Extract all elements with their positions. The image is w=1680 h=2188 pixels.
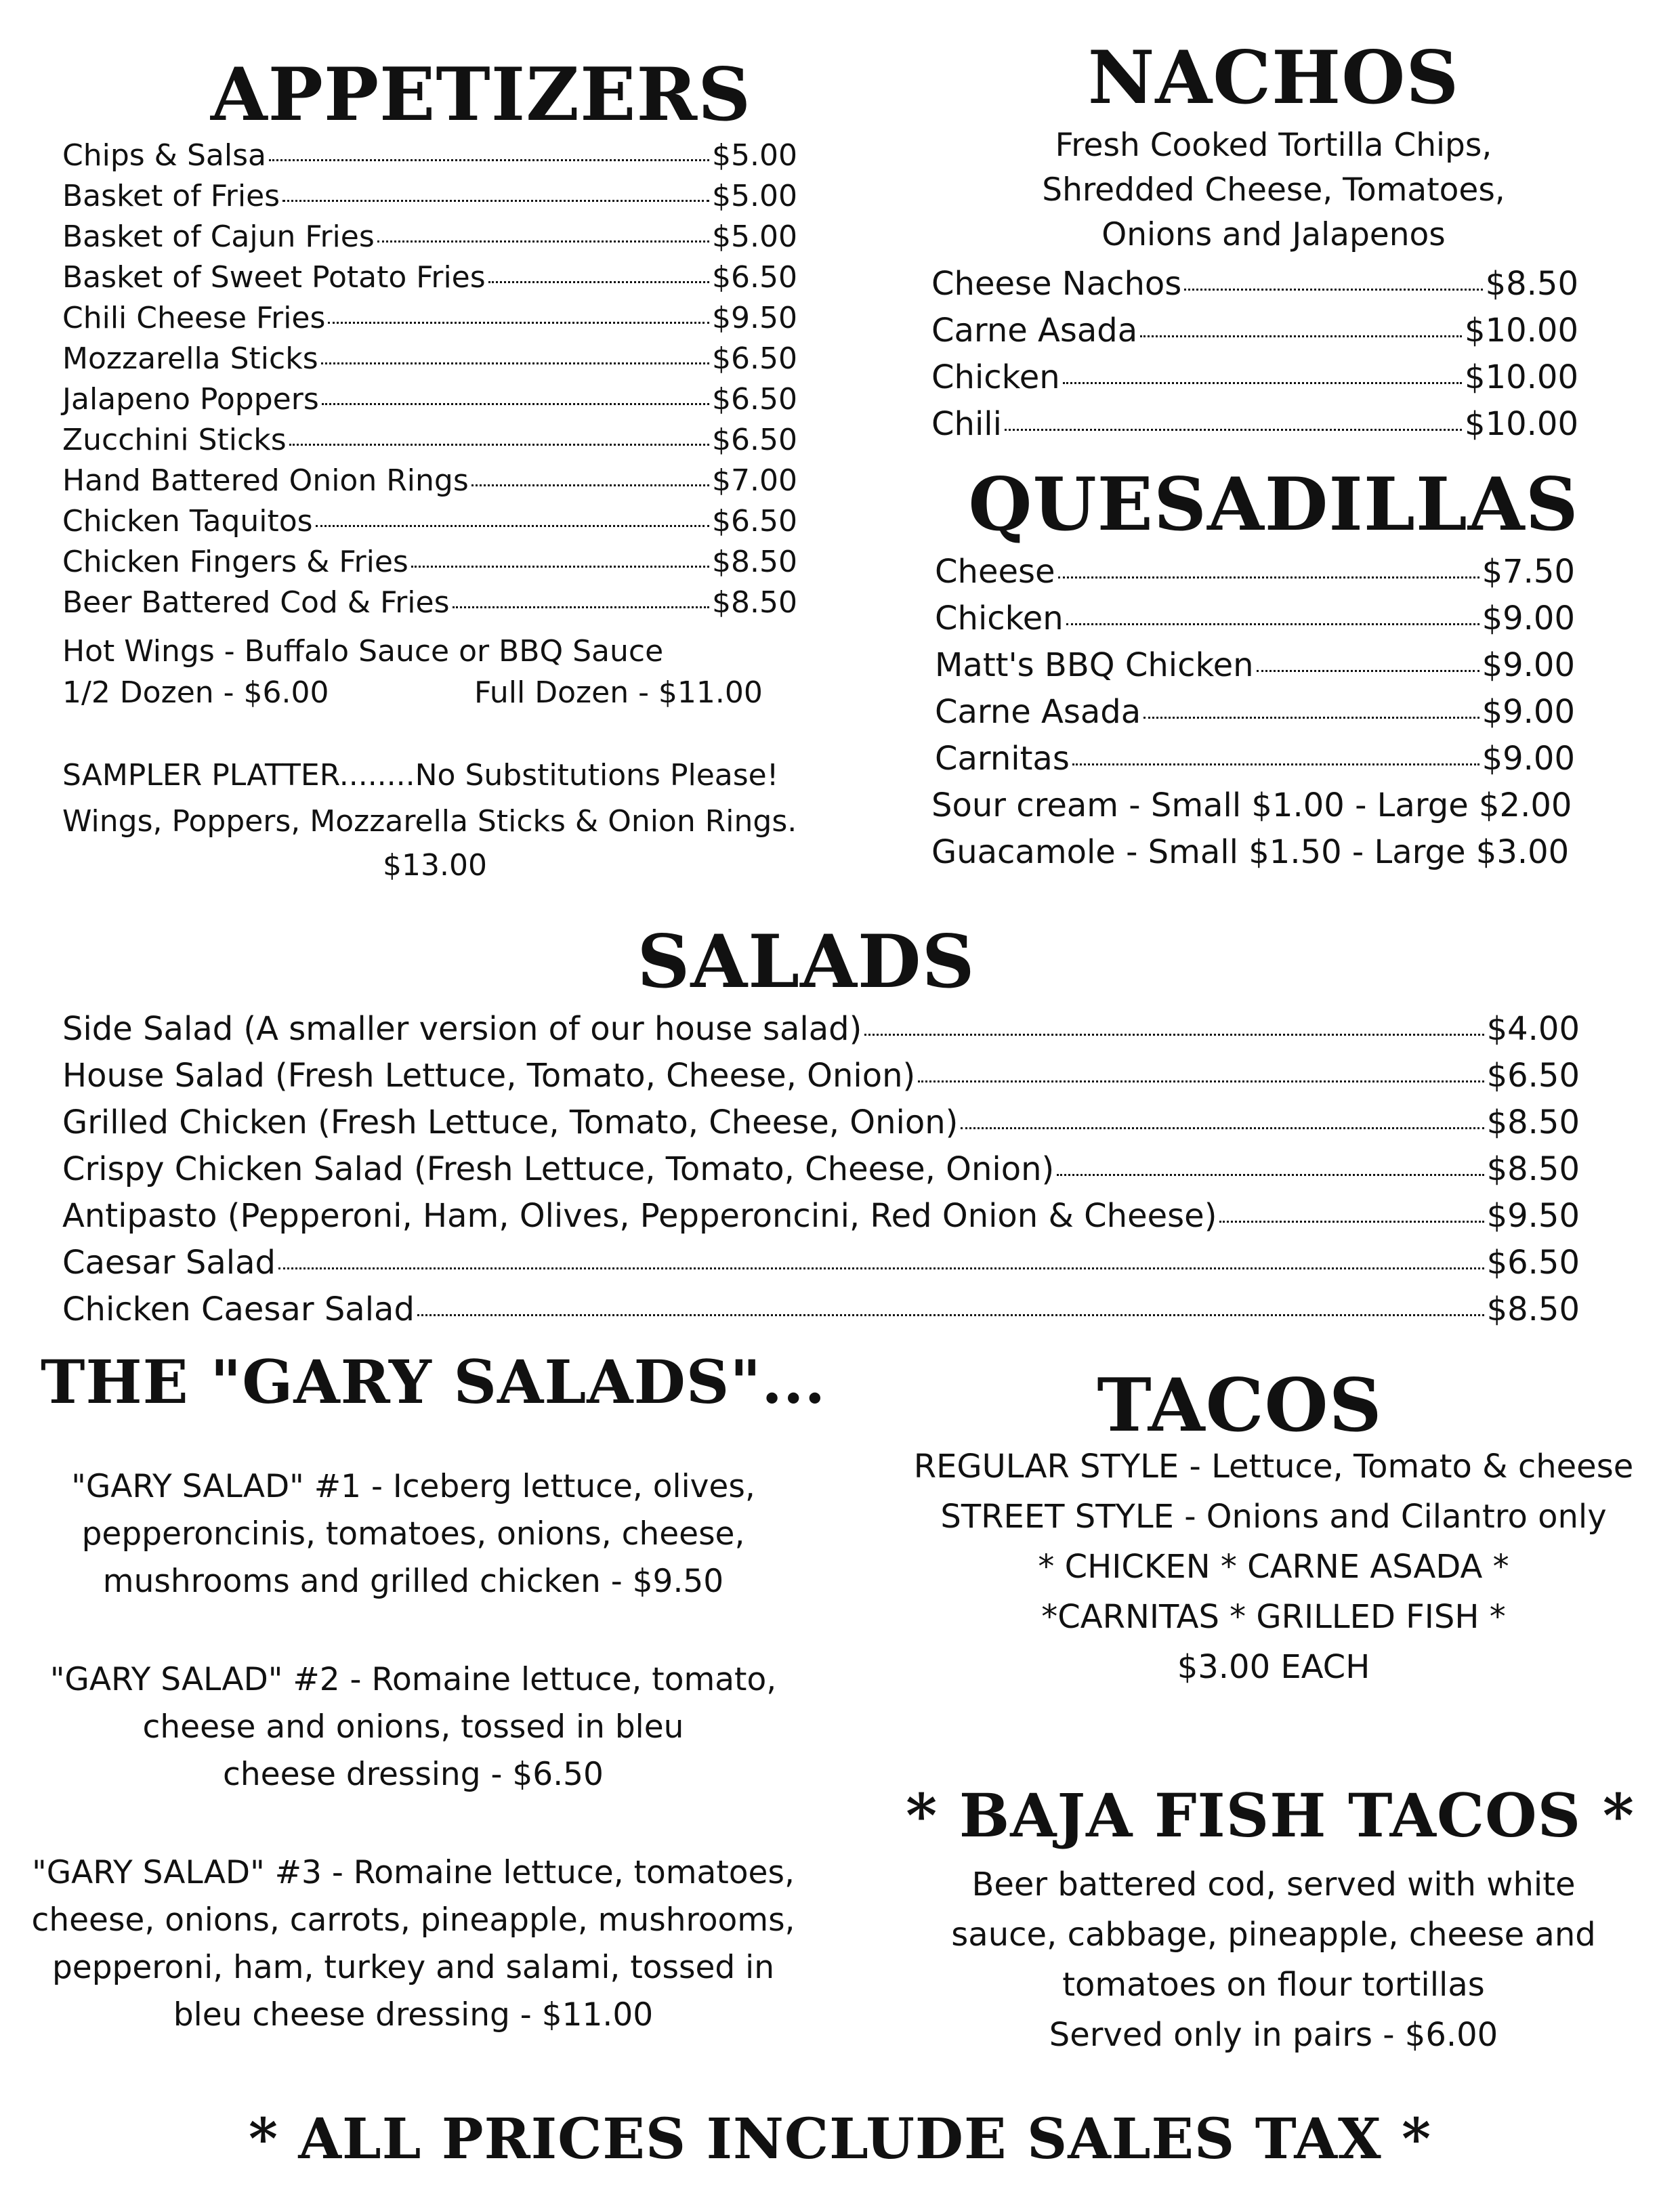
appetizer-item-price: $5.00 xyxy=(712,179,797,213)
salad-item-name: Chicken Caesar Salad xyxy=(62,1290,415,1328)
appetizer-item-name: Hand Battered Onion Rings xyxy=(62,463,469,498)
nachos-item-price: $10.00 xyxy=(1465,358,1578,396)
appetizer-item-name: Chicken Fingers & Fries xyxy=(62,545,408,579)
dot-leader xyxy=(1219,1221,1484,1223)
dot-leader xyxy=(1143,717,1479,719)
dot-leader xyxy=(1058,576,1479,578)
quesadillas-extra: Sour cream - Small $1.00 - Large $2.00 xyxy=(931,786,1572,824)
wings-full: Full Dozen - $11.00 xyxy=(474,675,763,710)
dot-leader xyxy=(1057,1174,1484,1176)
appetizer-item-name: Chips & Salsa xyxy=(62,138,266,173)
gary-salad-1-line: "GARY SALAD" #1 - Iceberg lettuce, olives, xyxy=(71,1468,755,1505)
appetizer-item xyxy=(62,217,797,257)
tacos-line: $3.00 EACH xyxy=(1177,1648,1370,1686)
gary-salad-2-line: cheese dressing - $6.50 xyxy=(223,1756,604,1793)
dot-leader xyxy=(328,322,709,324)
salad-item-name: Antipasto (Pepperoni, Ham, Olives, Pepperoncini, Red Onion & Cheese) xyxy=(62,1197,1217,1235)
nachos-desc-line: Onions and Jalapenos xyxy=(1101,216,1446,253)
wings-title: Hot Wings - Buffalo Sauce or BBQ Sauce xyxy=(62,634,664,669)
dot-leader xyxy=(269,159,709,161)
gary-salad-3-line: pepperoni, ham, turkey and salami, tossed in xyxy=(51,1949,775,1986)
salad-item-price: $6.50 xyxy=(1486,1244,1580,1282)
quesadilla-item-price: $9.00 xyxy=(1482,599,1575,637)
dot-leader xyxy=(289,444,709,446)
nachos-item-price: $10.00 xyxy=(1465,312,1578,350)
salad-item-price: $9.50 xyxy=(1486,1197,1580,1235)
salad-item xyxy=(62,1286,1580,1333)
appetizer-item xyxy=(62,257,797,298)
baja-line: Served only in pairs - $6.00 xyxy=(1049,2016,1498,2054)
quesadilla-item xyxy=(935,689,1575,736)
tacos-line: * CHICKEN * CARNE ASADA * xyxy=(1038,1548,1509,1586)
quesadilla-item-name: Carne Asada xyxy=(935,693,1141,731)
nachos-item xyxy=(931,354,1578,401)
tacos-desc xyxy=(874,1442,1673,1692)
appetizer-item-price: $5.00 xyxy=(712,219,797,254)
appetizer-item-price: $7.00 xyxy=(712,463,797,498)
baja-title: * BAJA FISH TACOS * xyxy=(906,1780,1635,1851)
appetizers-title: APPETIZERS xyxy=(210,52,752,138)
appetizer-item-price: $6.50 xyxy=(712,504,797,539)
tacos-line: STREET STYLE - Onions and Cilantro only xyxy=(940,1498,1607,1536)
tacos-title: TACOS xyxy=(1097,1363,1383,1448)
appetizer-item xyxy=(62,420,797,461)
appetizer-item-name: Basket of Fries xyxy=(62,179,280,213)
nachos-item-name: Carne Asada xyxy=(931,312,1138,350)
appetizer-item xyxy=(62,298,797,339)
salad-item xyxy=(62,1053,1580,1099)
appetizer-item-price: $6.50 xyxy=(712,260,797,295)
gary-salad-3-line: "GARY SALAD" #3 - Romaine lettuce, tomatoes, xyxy=(32,1854,795,1891)
baja-desc xyxy=(874,1859,1673,2060)
dot-leader xyxy=(1257,670,1479,672)
salad-item xyxy=(62,1146,1580,1193)
nachos-item-name: Chili xyxy=(931,405,1002,443)
appetizer-item-name: Beer Battered Cod & Fries xyxy=(62,585,450,620)
appetizer-item-name: Chili Cheese Fries xyxy=(62,301,326,335)
nachos-desc-line: Shredded Cheese, Tomatoes, xyxy=(1042,171,1505,209)
appetizer-item-name: Mozzarella Sticks xyxy=(62,341,318,376)
sampler-note: No Substitutions Please! xyxy=(415,758,779,793)
appetizer-item xyxy=(62,379,797,420)
appetizer-item xyxy=(62,135,797,176)
salad-item xyxy=(62,1193,1580,1240)
appetizer-item-name: Chicken Taquitos xyxy=(62,504,313,539)
appetizer-item-price: $8.50 xyxy=(712,545,797,579)
dot-leader xyxy=(961,1127,1484,1129)
salad-item-name: Crispy Chicken Salad (Fresh Lettuce, Tomato, Cheese, Onion) xyxy=(62,1150,1055,1188)
dot-leader xyxy=(417,1314,1484,1316)
gary-salad-3-line: cheese, onions, carrots, pineapple, mushrooms, xyxy=(31,1901,795,1939)
dot-leader xyxy=(471,484,709,486)
quesadillas-list xyxy=(935,549,1575,782)
dot-leader xyxy=(1140,335,1462,337)
dot-leader xyxy=(1184,289,1482,291)
baja-line: Beer battered cod, served with white xyxy=(971,1866,1576,1903)
dot-leader xyxy=(1066,623,1479,625)
appetizers-list xyxy=(62,135,797,623)
dot-leader xyxy=(1005,429,1462,431)
appetizer-item-name: Jalapeno Poppers xyxy=(62,382,319,417)
quesadilla-item-name: Carnitas xyxy=(935,740,1070,778)
gary-salad-1 xyxy=(7,1463,820,1605)
tacos-line: *CARNITAS * GRILLED FISH * xyxy=(1041,1598,1506,1636)
tacos-line: REGULAR STYLE - Lettuce, Tomato & cheese xyxy=(913,1448,1634,1486)
dot-leader xyxy=(316,525,709,527)
gary-salad-2-line: "GARY SALAD" #2 - Romaine lettuce, tomato, xyxy=(49,1661,777,1698)
salad-item-name: House Salad (Fresh Lettuce, Tomato, Cheese, Onion) xyxy=(62,1057,916,1095)
quesadilla-item-price: $9.00 xyxy=(1482,740,1575,778)
quesadilla-item-price: $9.00 xyxy=(1482,693,1575,731)
dot-leader xyxy=(864,1034,1484,1036)
gary-salad-1-line: mushrooms and grilled chicken - $9.50 xyxy=(102,1563,724,1600)
quesadilla-item-name: Matt's BBQ Chicken xyxy=(935,646,1254,684)
nachos-title: NACHOS xyxy=(1087,35,1460,121)
appetizer-item xyxy=(62,542,797,583)
quesadilla-item-name: Cheese xyxy=(935,553,1055,591)
sampler-desc: Wings, Poppers, Mozzarella Sticks & Onion Rings. xyxy=(62,804,797,839)
gary-salad-1-line: pepperoncinis, tomatoes, onions, cheese, xyxy=(81,1515,745,1553)
salad-item-price: $6.50 xyxy=(1486,1057,1580,1095)
appetizer-item xyxy=(62,339,797,379)
appetizer-item-name: Zucchini Sticks xyxy=(62,423,287,457)
nachos-item xyxy=(931,401,1578,448)
appetizer-item xyxy=(62,583,797,623)
nachos-item-name: Chicken xyxy=(931,358,1060,396)
dot-leader xyxy=(1072,763,1479,765)
salads-list xyxy=(62,1006,1580,1333)
gary-salad-3-line: bleu cheese dressing - $11.00 xyxy=(173,1996,654,2034)
quesadilla-item xyxy=(935,595,1575,642)
dot-leader xyxy=(918,1080,1484,1082)
dot-leader xyxy=(411,566,709,568)
quesadillas-title: QUESADILLAS xyxy=(968,462,1579,547)
nachos-item-name: Cheese Nachos xyxy=(931,265,1182,303)
dot-leader xyxy=(488,281,709,283)
appetizer-item-name: Basket of Cajun Fries xyxy=(62,219,375,254)
dot-leader xyxy=(282,200,709,202)
appetizer-item-name: Basket of Sweet Potato Fries xyxy=(62,260,486,295)
gary-title: THE "GARY SALADS"... xyxy=(41,1347,826,1417)
nachos-desc xyxy=(901,123,1646,257)
quesadilla-item xyxy=(935,549,1575,595)
sampler-price: $13.00 xyxy=(383,848,487,883)
salad-item-price: $8.50 xyxy=(1486,1150,1580,1188)
salad-item-price: $8.50 xyxy=(1486,1103,1580,1141)
nachos-item xyxy=(931,261,1578,308)
appetizer-item-price: $6.50 xyxy=(712,423,797,457)
quesadilla-item-price: $9.00 xyxy=(1482,646,1575,684)
salad-item-name: Caesar Salad xyxy=(62,1244,276,1282)
nachos-list xyxy=(931,261,1578,448)
appetizer-item xyxy=(62,501,797,542)
dot-leader xyxy=(1063,382,1462,384)
dot-leader xyxy=(278,1267,1484,1269)
salad-item xyxy=(62,1006,1580,1053)
quesadilla-item-price: $7.50 xyxy=(1482,553,1575,591)
sampler-name: SAMPLER PLATTER........ xyxy=(62,758,415,793)
appetizer-item-price: $9.50 xyxy=(712,301,797,335)
dot-leader xyxy=(321,362,709,364)
salad-item xyxy=(62,1240,1580,1286)
sampler-line xyxy=(62,755,778,796)
dot-leader xyxy=(322,403,709,405)
quesadilla-item-name: Chicken xyxy=(935,599,1064,637)
appetizer-item-price: $8.50 xyxy=(712,585,797,620)
gary-salad-3 xyxy=(7,1849,820,2039)
quesadillas-extras xyxy=(931,782,1572,876)
quesadillas-extra: Guacamole - Small $1.50 - Large $3.00 xyxy=(931,833,1570,871)
appetizer-item xyxy=(62,176,797,217)
quesadilla-item xyxy=(935,736,1575,782)
salad-item-price: $4.00 xyxy=(1486,1010,1580,1048)
nachos-item-price: $8.50 xyxy=(1485,265,1578,303)
footer-tax-note: * ALL PRICES INCLUDE SALES TAX * xyxy=(249,2107,1431,2172)
baja-line: sauce, cabbage, pineapple, cheese and xyxy=(951,1916,1596,1954)
nachos-desc-line: Fresh Cooked Tortilla Chips, xyxy=(1055,127,1492,164)
appetizer-item-price: $5.00 xyxy=(712,138,797,173)
gary-salad-2 xyxy=(7,1656,820,1798)
salad-item xyxy=(62,1099,1580,1146)
baja-line: tomatoes on flour tortillas xyxy=(1062,1966,1485,2004)
appetizer-item-price: $6.50 xyxy=(712,341,797,376)
dot-leader xyxy=(453,606,710,608)
dot-leader xyxy=(377,240,709,243)
salad-item-name: Grilled Chicken (Fresh Lettuce, Tomato, Cheese, Onion) xyxy=(62,1103,959,1141)
wings-half: 1/2 Dozen - $6.00 xyxy=(62,675,329,710)
salad-item-price: $8.50 xyxy=(1486,1290,1580,1328)
appetizer-item xyxy=(62,461,797,501)
quesadilla-item xyxy=(935,642,1575,689)
nachos-item-price: $10.00 xyxy=(1465,405,1578,443)
gary-salad-2-line: cheese and onions, tossed in bleu xyxy=(142,1708,684,1746)
salads-title: SALADS xyxy=(637,919,975,1005)
salad-item-name: Side Salad (A smaller version of our house salad) xyxy=(62,1010,862,1048)
nachos-item xyxy=(931,308,1578,354)
appetizer-item-price: $6.50 xyxy=(712,382,797,417)
